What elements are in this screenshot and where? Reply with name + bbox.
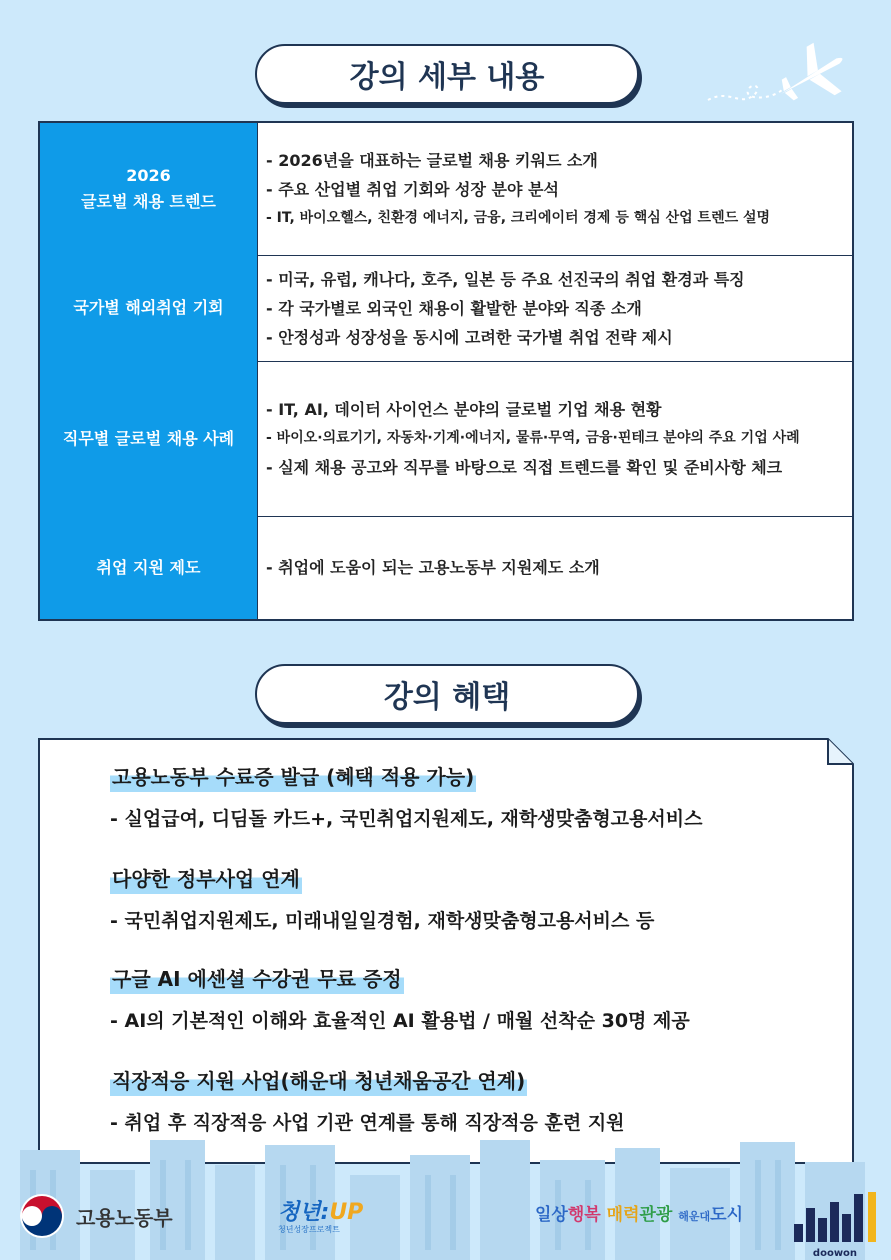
youth-up-text: UP xyxy=(329,1200,364,1225)
list-item: - 바이오·의료기기, 자동차·기계·에너지, 물류·무역, 금융·핀테크 분야의 주요 기업 사례 xyxy=(266,430,800,446)
list-item: - 안정성과 성장성을 동시에 고려한 국가별 취업 전략 제시 xyxy=(266,327,673,347)
benefit-desc: - 실업급여, 디딤돌 카드+, 국민취업지원제도, 재학생맞춤형고용서비스 xyxy=(110,808,703,830)
table-row xyxy=(40,123,852,256)
doowon-mark-icon xyxy=(790,1188,880,1246)
list-item: - 실제 채용 공고와 직무를 바탕으로 직접 트렌드를 확인 및 준비사항 체크 xyxy=(266,458,783,477)
row-content xyxy=(258,361,852,516)
row-category: 국가별 해외취업 기회 xyxy=(40,255,258,361)
moel-text: 고용노동부 xyxy=(76,1205,173,1230)
list-item: - 취업에 도움이 되는 고용노동부 지원제도 소개 xyxy=(266,558,600,577)
table-row xyxy=(40,255,852,362)
list-item: - 미국, 유럽, 캐나다, 호주, 일본 등 주요 선진국의 취업 환경과 특징 xyxy=(266,269,745,289)
table-row xyxy=(40,516,852,619)
youth-sub-text: 청년성장프로젝트 xyxy=(278,1225,340,1234)
list-item: - 주요 산업별 취업 기회와 성장 분야 분석 xyxy=(266,179,559,199)
details-table xyxy=(38,121,854,621)
taegeuk-emblem-icon xyxy=(18,1192,66,1240)
haeundae-logo xyxy=(535,1200,743,1225)
youth-main-text: 청년: xyxy=(278,1200,330,1225)
moel-logo xyxy=(18,1192,173,1240)
benefit-item xyxy=(110,864,654,933)
list-item: - IT, 바이오헬스, 친환경 에너지, 금융, 크리에이터 경제 등 핵심 산업 트렌드 설명 xyxy=(266,209,771,226)
row-content xyxy=(258,123,852,255)
haeundae-text-b: 행복 xyxy=(567,1205,601,1225)
benefit-title: 구글 AI 에센셜 수강권 무료 증정 xyxy=(110,964,404,994)
list-item: - IT, AI, 데이터 사이언스 분야의 글로벌 기업 채용 현황 xyxy=(266,400,662,419)
row-content xyxy=(258,255,852,361)
haeundae-text-c: 매력 xyxy=(606,1205,640,1225)
benefit-title: 고용노동부 수료증 발급 (혜택 적용 가능) xyxy=(110,762,476,792)
benefit-item xyxy=(110,964,690,1033)
row-category: 직무별 글로벌 채용 사례 xyxy=(40,361,258,516)
haeundae-text-a: 일상 xyxy=(535,1205,568,1225)
list-item: - 2026년을 대표하는 글로벌 채용 키워드 소개 xyxy=(266,150,598,170)
benefit-item xyxy=(110,1066,625,1135)
row-content xyxy=(258,516,852,619)
benefit-desc: - 국민취업지원제도, 미래내일일경험, 재학생맞춤형고용서비스 등 xyxy=(110,910,655,932)
category-line: 2026 xyxy=(126,166,171,185)
benefits-card xyxy=(38,738,854,1164)
section-title-benefits: 강의 혜택 xyxy=(255,664,639,724)
haeundae-text-e: 해운대 xyxy=(678,1210,711,1223)
benefit-title: 직장적응 지원 사업(해운대 청년채움공간 연계) xyxy=(110,1066,527,1096)
list-item: - 각 국가별로 외국인 채용이 활발한 분야와 직종 소개 xyxy=(266,298,642,318)
row-category xyxy=(40,123,258,255)
benefit-desc: - AI의 기본적인 이해와 효율적인 AI 활용법 / 매월 선착순 30명 제공 xyxy=(110,1010,690,1032)
category-line: 글로벌 채용 트렌드 xyxy=(81,192,216,211)
row-category: 취업 지원 제도 xyxy=(40,516,258,619)
haeundae-text-f: 도시 xyxy=(710,1205,744,1225)
benefit-desc: - 취업 후 직장적응 사업 기관 연계를 통해 직장적응 훈련 지원 xyxy=(110,1112,625,1134)
benefit-item xyxy=(110,762,702,831)
airplane-icon xyxy=(700,28,860,118)
doowon-text: doowon xyxy=(812,1248,858,1259)
youth-up-logo xyxy=(278,1195,363,1235)
haeundae-text-d: 관광 xyxy=(639,1205,673,1225)
doowon-logo xyxy=(790,1188,880,1259)
section-title-details: 강의 세부 내용 xyxy=(255,44,639,104)
benefit-title: 다양한 정부사업 연계 xyxy=(110,864,302,894)
table-row xyxy=(40,361,852,517)
